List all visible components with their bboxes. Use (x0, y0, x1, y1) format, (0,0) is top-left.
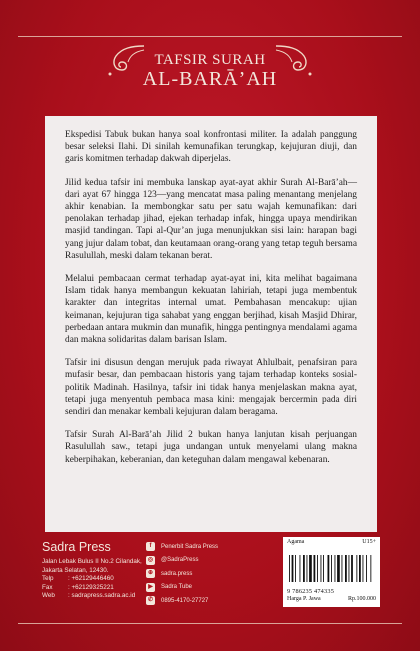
facebook-icon: f (146, 542, 155, 551)
publisher-telp (42, 575, 142, 584)
social-text: sadra.press (161, 570, 193, 577)
telp-value: : +62129446460 (68, 575, 114, 583)
price-value: Rp.100.000 (347, 596, 376, 602)
fax-label: Fax (42, 583, 53, 591)
globe-icon: ⊕ (147, 570, 154, 577)
publisher-web (42, 592, 142, 601)
publisher-fax (42, 584, 142, 593)
social-item-youtube (146, 581, 218, 595)
barcode-image (287, 555, 376, 582)
synopsis-paragraph-4: Tafsir ini disusun dengan merujuk pada riwayat Ahlulbait, penafsiran para mufasir besar, dan pembacaan historis yang tajam terhadap konteks sosial-politik Madinah. Hasilnya, tafsir ini tidak hanya menjelaskan makna ayat, tetapi juga menyentuh pembaca masa kini: mengajak bercermin pada diri sendiri dan menakar kembali kejujuran dalam beragama. (65, 358, 357, 418)
web-label: Web (42, 592, 55, 600)
social-item-whatsapp (146, 594, 218, 608)
social-text: @SadraPress (161, 557, 199, 564)
publisher-address-line-2: Jakarta Selatan, 12430. (42, 566, 109, 574)
bottom-frame-line (18, 623, 402, 624)
category-label: Agama (287, 539, 305, 545)
book-title: AL-BARĀ’AH (142, 68, 278, 90)
fax-value: : +62129325221 (68, 583, 114, 591)
price-label: Harga P. Jawa (287, 596, 321, 602)
isbn-barcode-box (283, 537, 380, 607)
social-item-instagram (146, 554, 218, 568)
synopsis-paragraph-3: Melalui pembacaan cermat terhadap ayat-ayat ini, kita melihat bagaimana Islam tidak hanya membangun kekuatan lahiriah, tetapi juga membentuk karakter dan integritas internal umat. Pembahasan mencakup: ujian keimanan, kejujuran tiga sahabat yang enggan berjihad, kisah Masjid Dhirar, perbedaan antara mukmin dan munafik, hingga pentingnya mendalami agama dan makna solidaritas dalam barisan Islam. (65, 274, 357, 346)
instagram-icon: ◎ (147, 556, 154, 563)
synopsis-paragraph-1: Ekspedisi Tabuk bukan hanya soal konfrontasi militer. Ia adalah panggung besar seleksi Ilahi. Di sinilah kemunafikan terungkap, kejujuran diuji, dan garis komitmen terhadap dakwah diperjelas. (65, 130, 357, 165)
series-title: TAFSIR SURAH (154, 52, 266, 68)
top-frame-line (18, 36, 402, 37)
whatsapp-icon: ✆ (147, 597, 154, 604)
publisher-address-line-1: Jalan Lebak Bulus II No.2 Cilandak, (42, 558, 142, 565)
web-value: : sadrapress.sadra.ac.id (68, 592, 136, 600)
publisher-block (42, 540, 142, 601)
telp-label: Telp (42, 575, 54, 583)
synopsis-paragraph-5: Tafsir Surah Al-Barā’ah Jilid 2 bukan hanya lanjutan kisah perjuangan Rasulullah saw., tetapi juga undangan untuk menyelami ulang makna keberpihakan, keberanian, dan keteguhan dalam mengawal kebenaran. (65, 430, 357, 465)
price-row (287, 596, 376, 602)
age-rating: U15+ (362, 539, 376, 545)
social-item-facebook (146, 540, 218, 554)
synopsis-paragraph-2: Jilid kedua tafsir ini membuka lanskap ayat-ayat akhir Surah Al-Barā’ah—dari ayat 67 hingga 123—yang mencatat masa paling menantang menjelang akhir kenabian. Ia membongkar satu per satu wajah kemunafikan: dari penolakan terhadap jihad, ejekan terhadap infak, hingga upaya mendirikan masjid tandingan. Tapi al-Qur’an juga menunjukkan sisi lain: harapan bagi yang jujur dalam tobat, dan keutamaan orang-orang yang tetap teguh bersama Rasulullah, meski dalam tekanan berat. (65, 177, 357, 261)
social-text: 0895-4170-27727 (161, 597, 209, 604)
synopsis-panel (45, 116, 377, 532)
youtube-icon: ▶ (146, 583, 155, 592)
social-text: Sadra Tube (161, 584, 193, 591)
social-text: Penerbit Sadra Press (161, 543, 219, 550)
social-links (146, 540, 218, 608)
barcode-header (287, 539, 376, 545)
isbn-number: 9 786235 474335 (287, 588, 335, 595)
publisher-name: Sadra Press (42, 540, 111, 554)
social-item-website (146, 567, 218, 581)
